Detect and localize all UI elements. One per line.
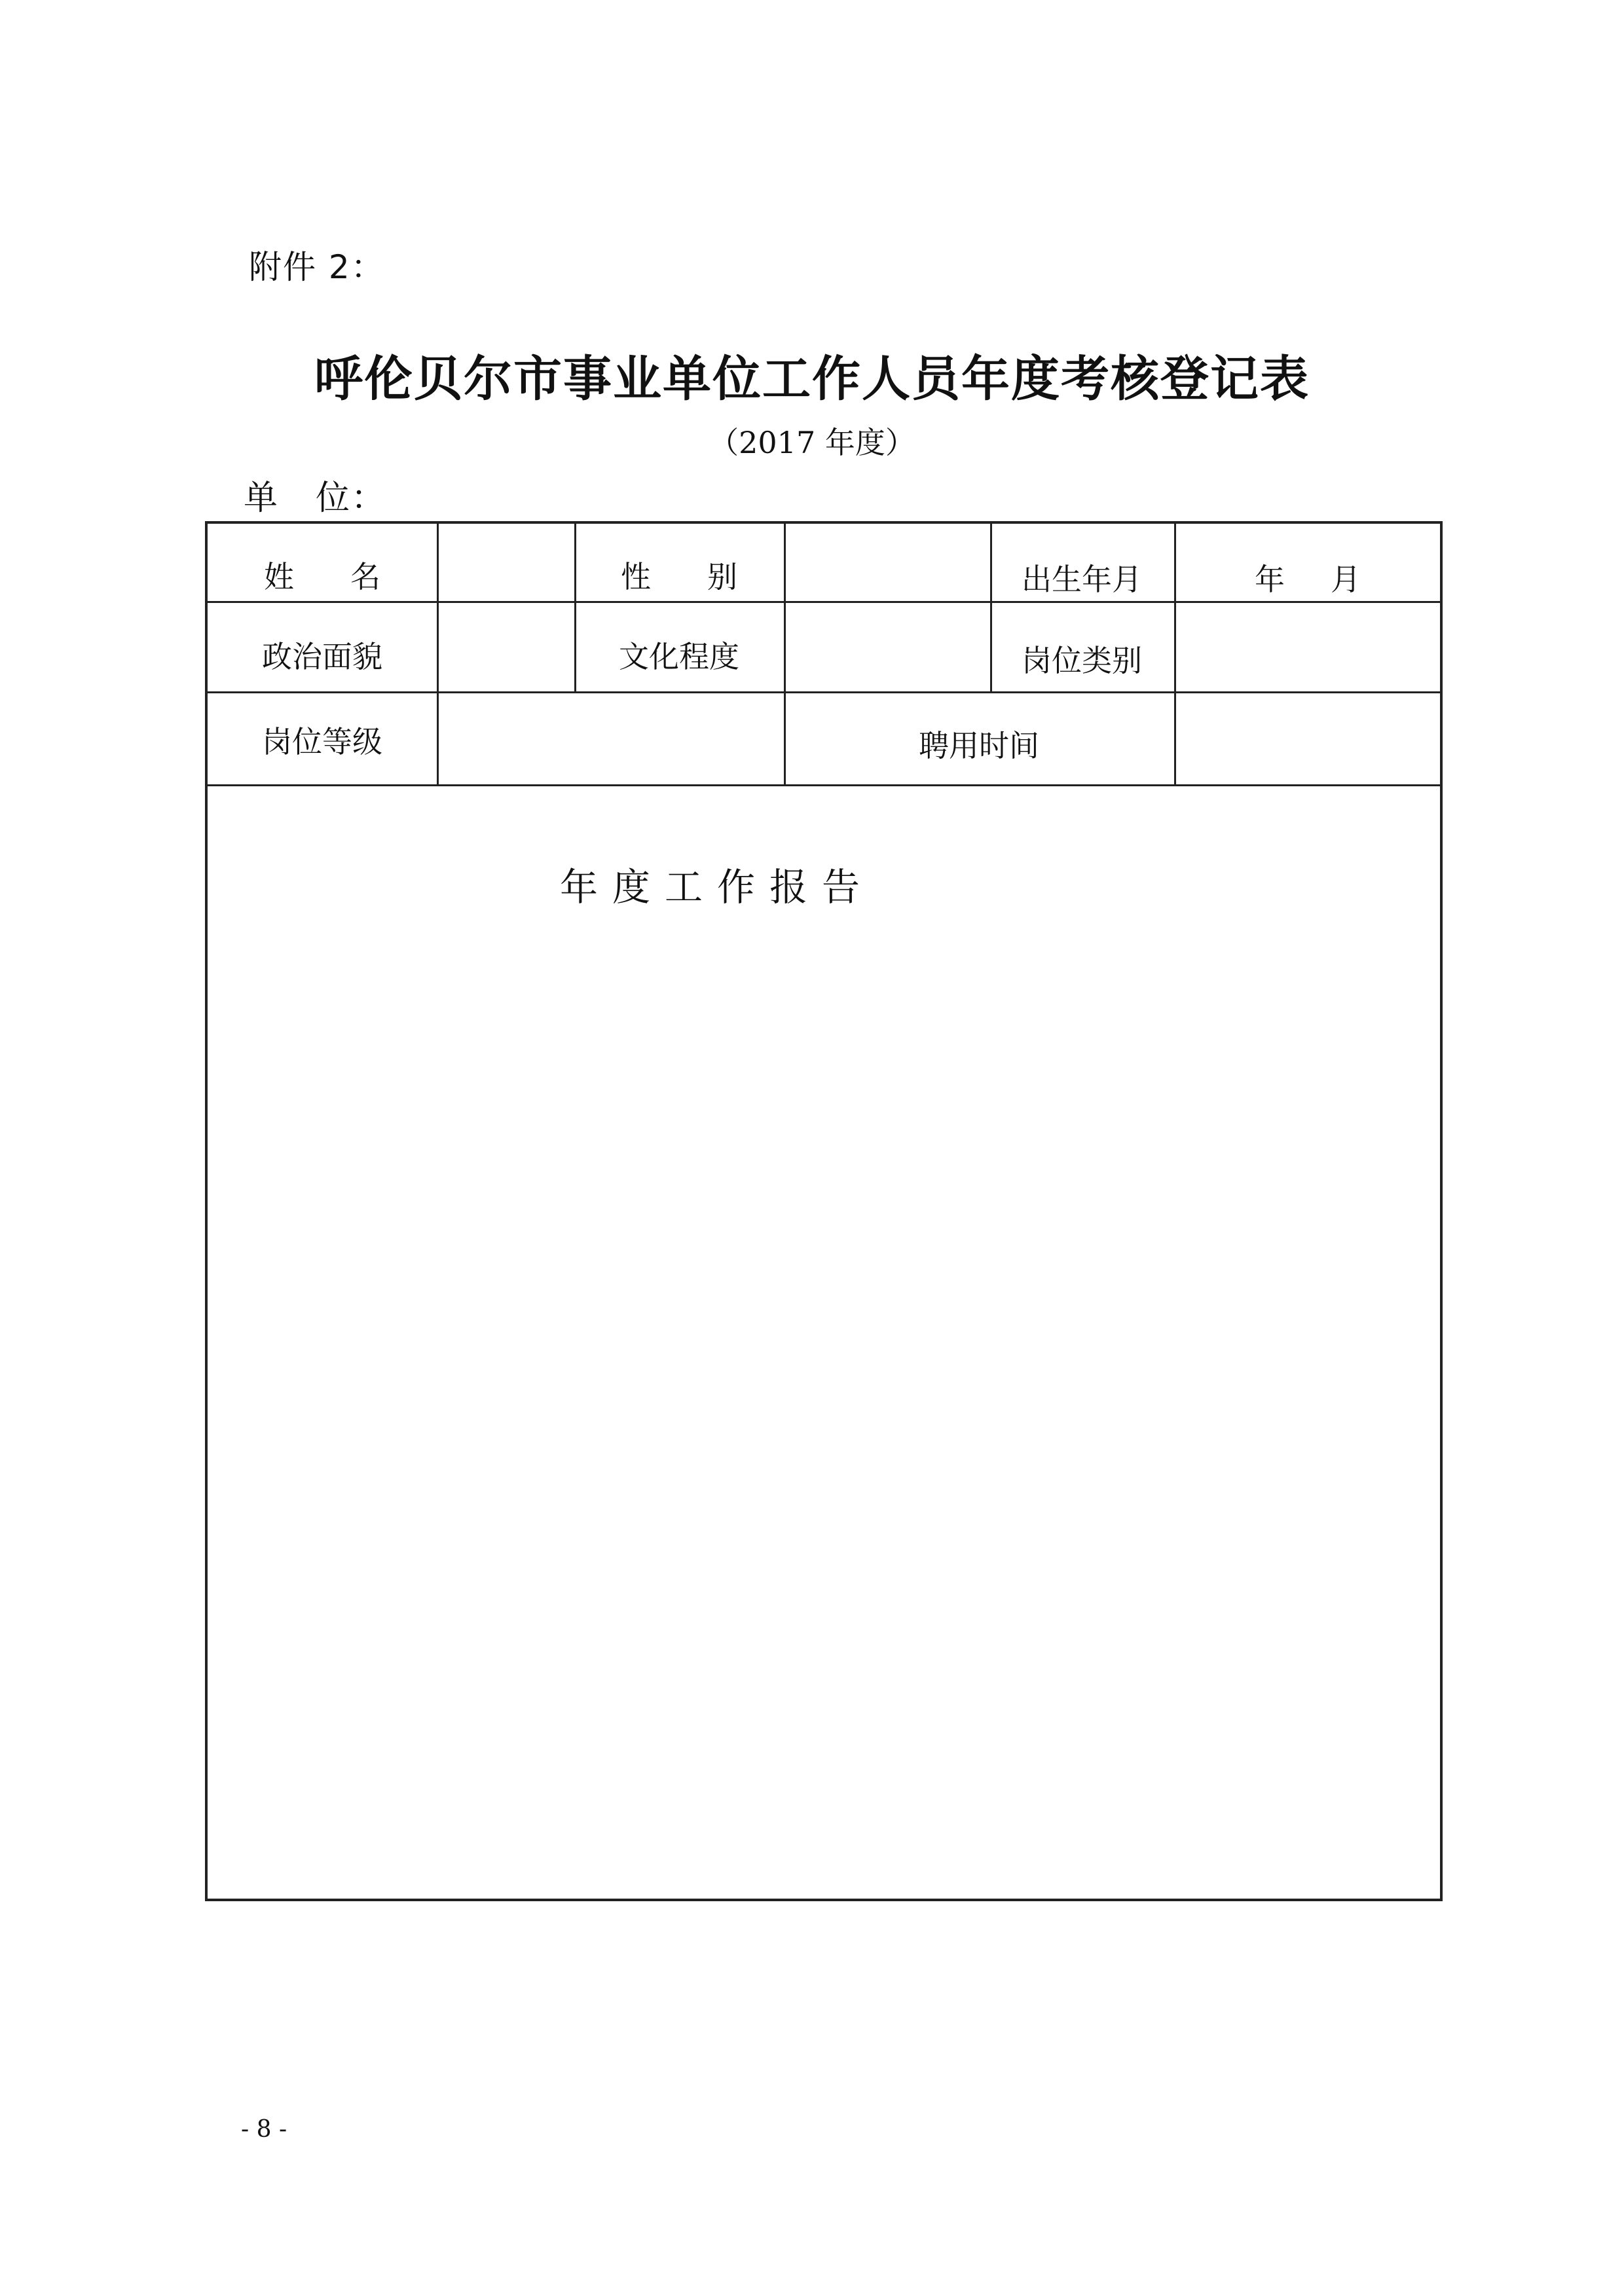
gender-label: 性别 (621, 559, 794, 594)
page-number: - 8 - (241, 2116, 287, 2143)
name-label: 姓名 (264, 559, 437, 594)
unit-label-part1: 单 (244, 479, 280, 518)
post-level-label: 岗位等级 (262, 724, 382, 759)
hire-time-label: 聘用时间 (919, 728, 1039, 763)
row-divider-3 (208, 784, 1440, 786)
unit-field-label (244, 470, 386, 519)
birth-field[interactable]: 年月 (1255, 562, 1407, 597)
row-divider-2 (208, 691, 1440, 693)
annual-work-report-heading: 年度工作报告 (559, 865, 874, 909)
col-divider-b (574, 524, 576, 691)
col-divider-d (990, 524, 992, 691)
birth-label: 出生年月 (1022, 562, 1142, 597)
col-divider-e (1174, 524, 1176, 784)
political-status-label: 政治面貌 (262, 639, 382, 674)
row-divider-1 (208, 601, 1440, 603)
education-label: 文化程度 (619, 639, 739, 674)
unit-label-part2: 位： (316, 479, 387, 518)
annual-work-report-field[interactable] (210, 930, 1434, 1892)
form-subtitle-year: （2017 年度） (709, 425, 915, 460)
attachment-label: 附件 2： (249, 248, 385, 286)
col-divider-a (437, 524, 439, 784)
form-title: 呼伦贝尔市事业单位工作人员年度考核登记表 (314, 351, 1310, 407)
post-category-label: 岗位类别 (1022, 643, 1142, 678)
